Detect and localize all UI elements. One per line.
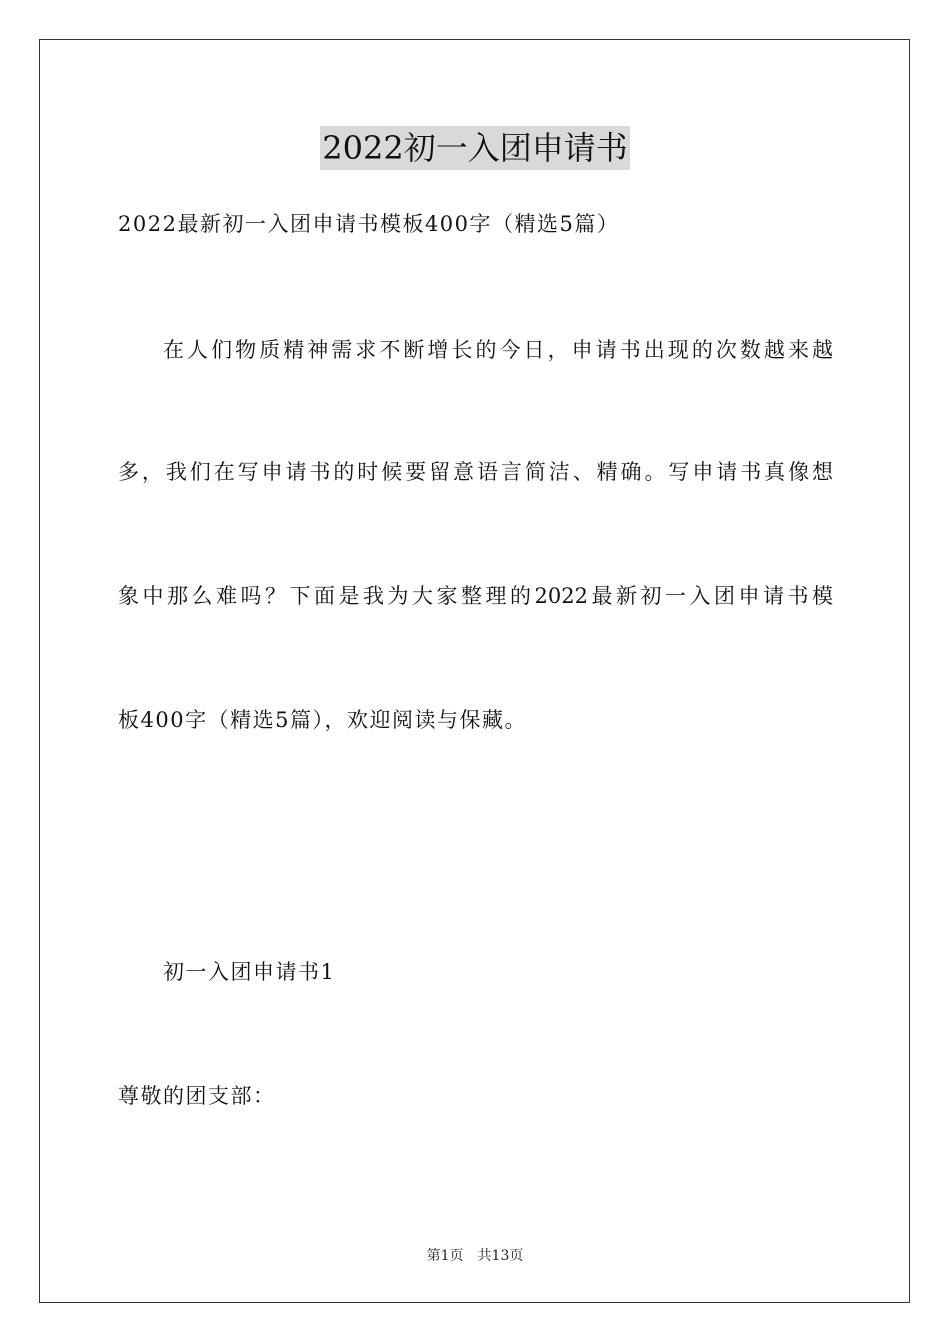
intro-line-1: 在人们物质精神需求不断增长的今日，申请书出现的次数越来越 — [163, 338, 833, 362]
intro-line-3: 象中那么难吗？下面是我为大家整理的2022最新初一入团申请书模 — [118, 584, 833, 608]
document-title: 2022初一入团申请书 — [320, 126, 629, 170]
section-heading: 初一入团申请书1 — [163, 960, 336, 984]
salutation: 尊敬的团支部： — [118, 1084, 276, 1108]
intro-line-4: 板400字（精选5篇），欢迎阅读与保藏。 — [118, 708, 527, 732]
document-subtitle: 2022最新初一入团申请书模板400字（精选5篇） — [118, 212, 620, 236]
intro-line-2: 多，我们在写申请书的时候要留意语言简洁、精确。写申请书真像想 — [118, 460, 833, 484]
title-container — [0, 126, 950, 170]
page-footer: 第1页 共13页 — [426, 1248, 524, 1264]
